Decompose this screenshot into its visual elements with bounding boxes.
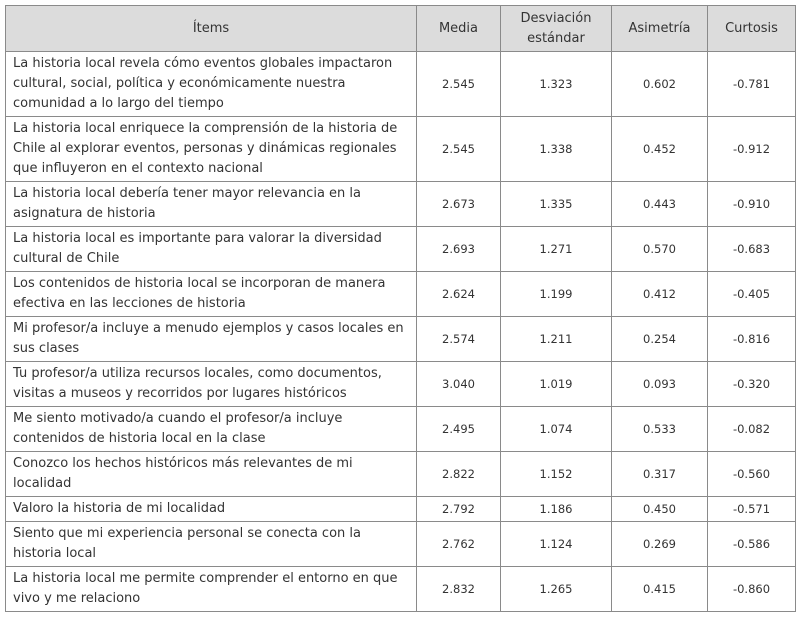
media-cell: 2.792 — [417, 497, 501, 522]
kurtosis-cell: -0.320 — [708, 362, 796, 407]
skewness-cell: 0.450 — [612, 497, 708, 522]
table-row — [6, 227, 796, 272]
media-cell: 2.673 — [417, 182, 501, 227]
header-std-dev: Desviación estándar — [501, 6, 612, 52]
kurtosis-cell: -0.571 — [708, 497, 796, 522]
item-text-cell: La historia local enriquece la comprensión de la historia de Chile al explorar eventos, personas y dinámicas regionales que influyeron en el contexto nacional — [6, 117, 417, 182]
media-cell: 2.693 — [417, 227, 501, 272]
skewness-cell: 0.570 — [612, 227, 708, 272]
media-cell: 2.545 — [417, 117, 501, 182]
table-row — [6, 272, 796, 317]
skewness-cell: 0.533 — [612, 407, 708, 452]
std-dev-cell: 1.199 — [501, 272, 612, 317]
skewness-cell: 0.415 — [612, 567, 708, 612]
kurtosis-cell: -0.910 — [708, 182, 796, 227]
header-kurtosis: Curtosis — [708, 6, 796, 52]
item-text-cell: La historia local es importante para valorar la diversidad cultural de Chile — [6, 227, 417, 272]
media-cell: 2.832 — [417, 567, 501, 612]
table-row — [6, 52, 796, 117]
table-row — [6, 407, 796, 452]
table-row — [6, 182, 796, 227]
kurtosis-cell: -0.816 — [708, 317, 796, 362]
item-text-cell: Los contenidos de historia local se incorporan de manera efectiva en las lecciones de historia — [6, 272, 417, 317]
std-dev-cell: 1.074 — [501, 407, 612, 452]
item-text-cell: Me siento motivado/a cuando el profesor/a incluye contenidos de historia local en la clase — [6, 407, 417, 452]
table-row — [6, 522, 796, 567]
kurtosis-cell: -0.082 — [708, 407, 796, 452]
table-body — [6, 52, 796, 612]
item-text-cell: Mi profesor/a incluye a menudo ejemplos y casos locales en sus clases — [6, 317, 417, 362]
kurtosis-cell: -0.405 — [708, 272, 796, 317]
std-dev-cell: 1.152 — [501, 452, 612, 497]
skewness-cell: 0.452 — [612, 117, 708, 182]
item-text-cell: Valoro la historia de mi localidad — [6, 497, 417, 522]
kurtosis-cell: -0.586 — [708, 522, 796, 567]
kurtosis-cell: -0.683 — [708, 227, 796, 272]
table-row — [6, 317, 796, 362]
skewness-cell: 0.093 — [612, 362, 708, 407]
table-row — [6, 497, 796, 522]
skewness-cell: 0.317 — [612, 452, 708, 497]
skewness-cell: 0.443 — [612, 182, 708, 227]
media-cell: 2.574 — [417, 317, 501, 362]
table-row — [6, 452, 796, 497]
std-dev-cell: 1.265 — [501, 567, 612, 612]
header-row — [6, 6, 796, 52]
media-cell: 2.545 — [417, 52, 501, 117]
descriptive-stats-table — [5, 5, 796, 612]
kurtosis-cell: -0.860 — [708, 567, 796, 612]
header-skewness: Asimetría — [612, 6, 708, 52]
std-dev-cell: 1.019 — [501, 362, 612, 407]
std-dev-cell: 1.335 — [501, 182, 612, 227]
media-cell: 2.624 — [417, 272, 501, 317]
media-cell: 2.762 — [417, 522, 501, 567]
media-cell: 2.822 — [417, 452, 501, 497]
std-dev-cell: 1.323 — [501, 52, 612, 117]
item-text-cell: La historia local debería tener mayor relevancia en la asignatura de historia — [6, 182, 417, 227]
std-dev-cell: 1.186 — [501, 497, 612, 522]
std-dev-cell: 1.124 — [501, 522, 612, 567]
item-text-cell: La historia local me permite comprender el entorno en que vivo y me relaciono — [6, 567, 417, 612]
skewness-cell: 0.412 — [612, 272, 708, 317]
table-row — [6, 567, 796, 612]
item-text-cell: Conozco los hechos históricos más relevantes de mi localidad — [6, 452, 417, 497]
media-cell: 2.495 — [417, 407, 501, 452]
kurtosis-cell: -0.912 — [708, 117, 796, 182]
kurtosis-cell: -0.781 — [708, 52, 796, 117]
std-dev-cell: 1.271 — [501, 227, 612, 272]
table-row — [6, 117, 796, 182]
skewness-cell: 0.269 — [612, 522, 708, 567]
table-row — [6, 362, 796, 407]
skewness-cell: 0.602 — [612, 52, 708, 117]
skewness-cell: 0.254 — [612, 317, 708, 362]
item-text-cell: Tu profesor/a utiliza recursos locales, como documentos, visitas a museos y recorridos por lugares históricos — [6, 362, 417, 407]
kurtosis-cell: -0.560 — [708, 452, 796, 497]
item-text-cell: Siento que mi experiencia personal se conecta con la historia local — [6, 522, 417, 567]
media-cell: 3.040 — [417, 362, 501, 407]
std-dev-cell: 1.338 — [501, 117, 612, 182]
table-header — [6, 6, 796, 52]
header-media: Media — [417, 6, 501, 52]
header-items: Ítems — [6, 6, 417, 52]
item-text-cell: La historia local revela cómo eventos globales impactaron cultural, social, política y económicamente nuestra comunidad a lo largo del tiempo — [6, 52, 417, 117]
std-dev-cell: 1.211 — [501, 317, 612, 362]
